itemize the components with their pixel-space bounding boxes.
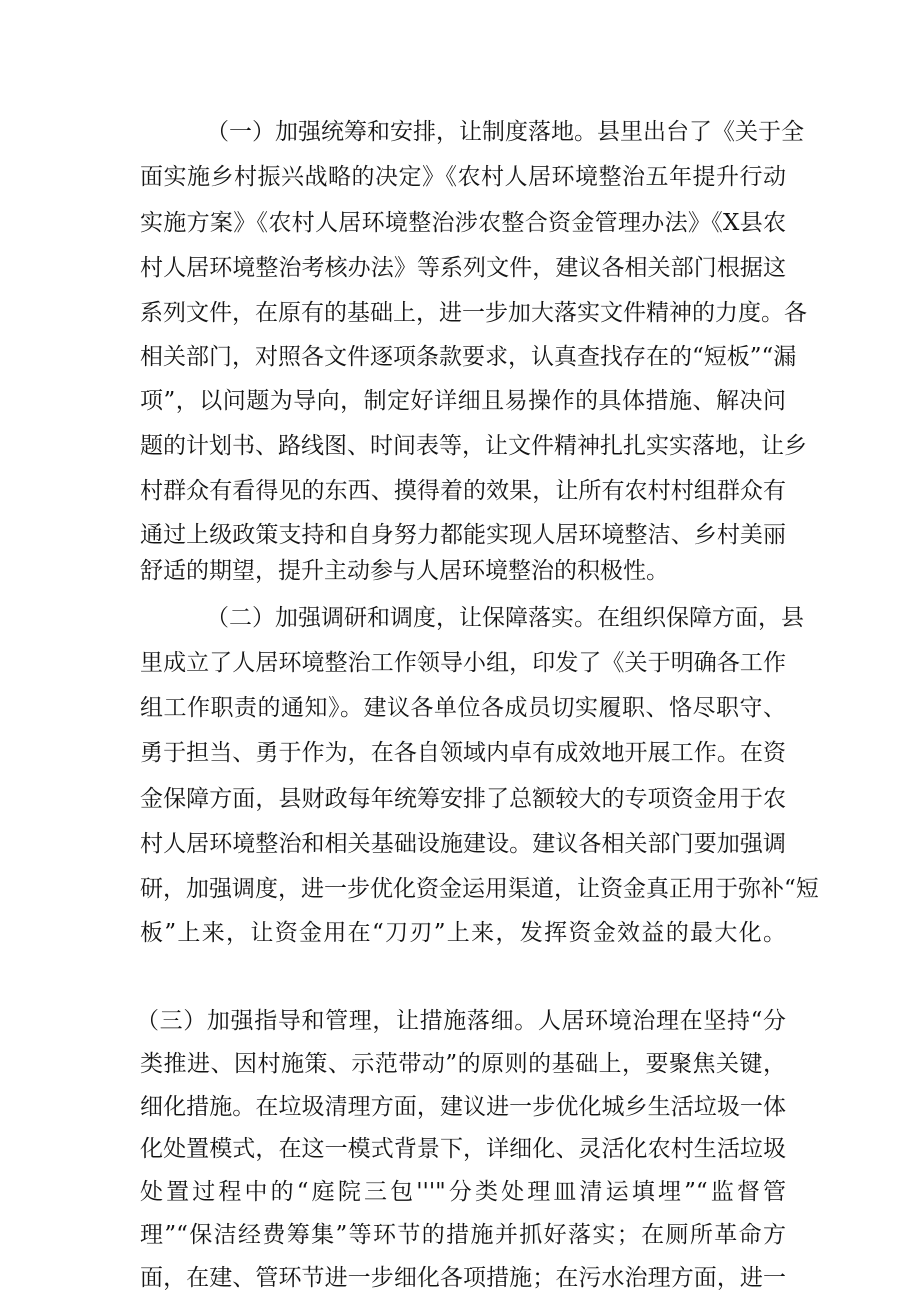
- paragraph-line: 村人居环境整治考核办法》等系列文件，建议各相关部门根据这: [140, 255, 786, 281]
- paragraph-line: 舒适的期望，提升主动参与人居环境整治的积极性。: [140, 558, 669, 584]
- paragraph-line: 题的计划书、路线图、时间表等，让文件精神扎扎实实落地，让乡: [140, 433, 807, 459]
- paragraph-line: 面实施乡村振兴战略的决定》《农村人居环境整治五年提升行动: [140, 164, 786, 190]
- paragraph-line: （三）加强指导和管理，让措施落细。人居环境治理在坚持“分: [136, 1008, 786, 1034]
- paragraph-line: 村人居环境整治和相关基础设施建设。建议各相关部门要加强调: [140, 831, 786, 857]
- paragraph-line: 实施方案》《农村人居环境整治涉农整合资金管理办法》《X县农: [140, 210, 786, 236]
- paragraph-line: 勇于担当、勇于作为，在各自领域内卓有成效地开展工作。在资: [140, 740, 786, 766]
- paragraph-line: （二）加强调研和调度，让保障落实。在组织保障方面，县: [206, 605, 804, 631]
- paragraph-line: 细化措施。在垃圾清理方面，建议进一步优化城乡生活垃圾一体: [140, 1094, 786, 1120]
- paragraph-line: 板”上来，让资金用在“刀刃”上来，发挥资金效益的最大化。: [140, 920, 786, 946]
- paragraph-line: 研，加强调度，进一步优化资金运用渠道，让资金真正用于弥补“短: [140, 876, 819, 902]
- paragraph-line: 处置过程中的“庭院三包'''"分类处理皿清运填埋”“监督管: [140, 1179, 786, 1205]
- paragraph-line: 系列文件，在原有的基础上，进一步加大落实文件精神的力度。各: [140, 300, 807, 326]
- paragraph-line: 里成立了人居环境整治工作领导小组，印发了《关于明确各工作: [140, 650, 786, 676]
- paragraph-line: 化处置模式，在这一模式背景下，详细化、灵活化农村生活垃圾: [140, 1136, 786, 1162]
- paragraph-line: 类推进、因村施策、示范带动”的原则的基础上，要聚焦关键，: [140, 1051, 786, 1077]
- paragraph-line: 相关部门，对照各文件逐项条款要求，认真查找存在的“短板”“漏: [140, 344, 797, 370]
- paragraph-line: 理”“保洁经费筹集”等环节的措施并抓好落实；在厕所革命方: [140, 1222, 786, 1248]
- paragraph-line: 组工作职责的通知》。建议各单位各成员切实履职、恪尽职守、: [140, 695, 786, 721]
- paragraph-line: 项”，以问题为导向，制定好详细且易操作的具体措施、解决问: [140, 388, 786, 414]
- paragraph-line: （一）加强统筹和安排，让制度落地。县里出台了《关于全: [206, 119, 804, 145]
- paragraph-line: 村群众有看得见的东西、摸得着的效果，让所有农村村组群众有: [140, 478, 786, 504]
- paragraph-line: 面，在建、管环节进一步细化各项措施；在污水治理方面，进一: [140, 1265, 786, 1291]
- paragraph-line: 金保障方面，县财政每年统筹安排了总额较大的专项资金用于农: [140, 786, 786, 812]
- paragraph-line: 通过上级政策支持和自身努力都能实现人居环境整洁、乡村美丽: [140, 522, 786, 548]
